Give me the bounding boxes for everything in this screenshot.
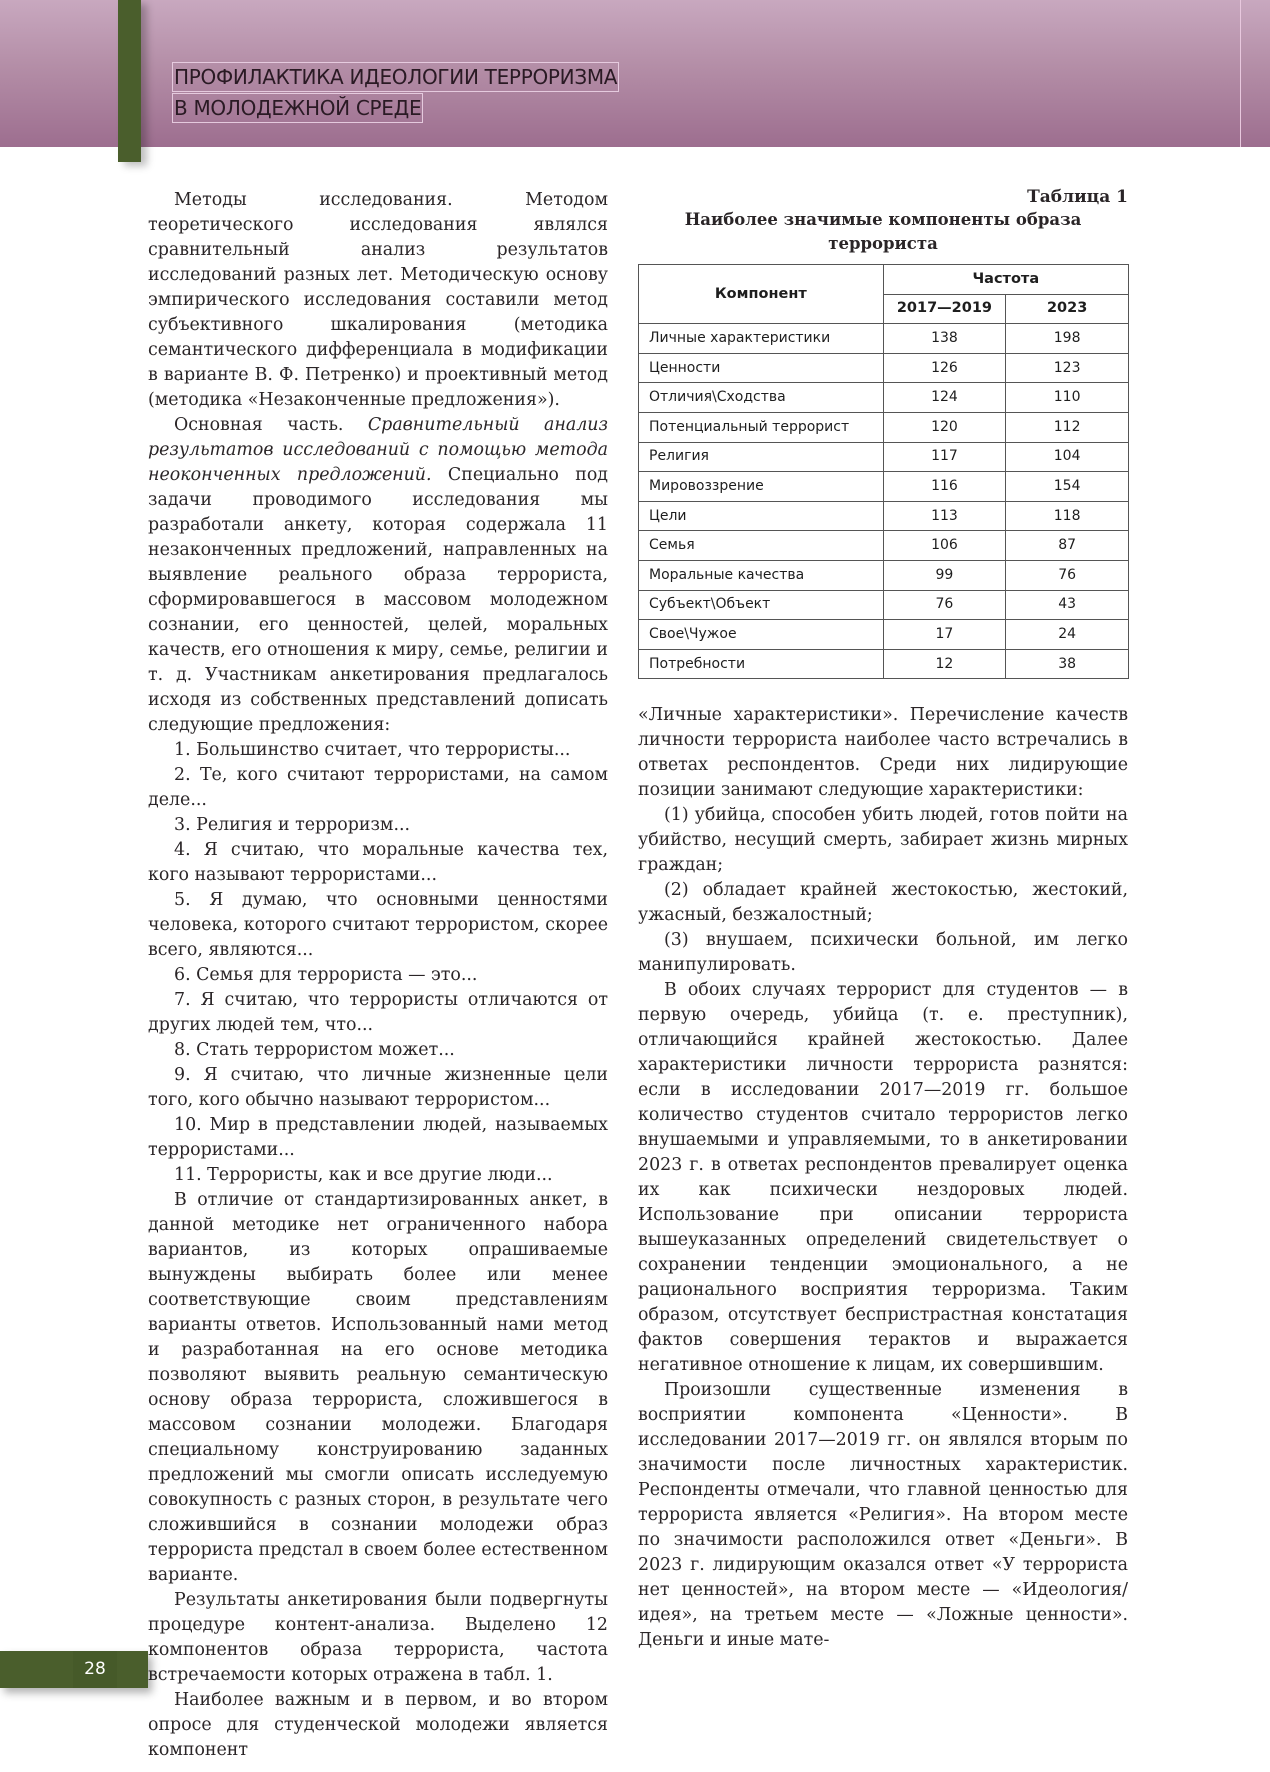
sentence-item: 9. Я считаю, что личные жизненные цели того, кого обычно называют террористом... (148, 1065, 608, 1110)
table-header-row (639, 265, 1129, 295)
value-2017-2019: 106 (883, 531, 1006, 561)
sentence-item: 10. Мир в представлении людей, называемых террористами... (148, 1115, 608, 1160)
sentence-item: 4. Я считаю, что моральные качества тех, кого называют террористами... (148, 840, 608, 885)
main-part-text: Специально под задачи проводимого исследования мы разработали анкету, которая содержала 11 незаконченных предложений, направленных на выявление реального образа террориста, сформировавшегося в массовом молодежном сознании, его ценностей, целей, моральных качеств, его отношения к миру, семье, религии и т. д. Участникам анкетирования предлагалось исходя из собственных представлений дописать следующие предложения: (148, 465, 608, 735)
values-change-paragraph: Произошли существенные изменения в восприятии компонента «Ценности». В исследовании 2017—2019 гг. он являлся вторым по значимости после личностных характеристик. Респонденты отмечали, что главной ценностью для террориста является «Религия». На втором месте по значимости расположился ответ «Деньги». В 2023 г. лидирующим оказался ответ «У террориста нет ценностей», на втором месте — «Идеология/идея», на третьем месте — «Ложные ценности». Деньги и иные мате- (638, 1380, 1128, 1651)
component-name: Семья (639, 531, 884, 561)
value-2023: 110 (1006, 383, 1129, 413)
table-row (639, 620, 1129, 650)
component-name: Свое\Чужое (639, 620, 884, 650)
right-column (638, 188, 1128, 1653)
value-2017-2019: 113 (883, 501, 1006, 531)
characteristic-item: (1) убийца, способен убить людей, готов пойти на убийство, несущий смерть, забирает жизнь мирных граждан; (638, 805, 1128, 876)
value-2023: 76 (1006, 560, 1129, 590)
page-number: 28 (73, 1651, 117, 1688)
table-row (639, 649, 1129, 679)
sentence-item: 3. Религия и терроризм... (174, 815, 411, 835)
table-row (639, 531, 1129, 561)
value-2017-2019: 76 (883, 590, 1006, 620)
sentence-item: 2. Те, кого считают террористами, на самом деле... (148, 765, 608, 810)
value-2023: 154 (1006, 472, 1129, 502)
value-2017-2019: 126 (883, 353, 1006, 383)
value-2017-2019: 17 (883, 620, 1006, 650)
header-period-2023: 2023 (1006, 294, 1129, 324)
component-name: Личные характеристики (639, 324, 884, 354)
table-row (639, 472, 1129, 502)
personal-characteristics-paragraph: «Личные характеристики». Перечисление качеств личности террориста наиболее часто встречались в ответах респондентов. Среди них лидирующие позиции занимают следующие характеристики: (638, 705, 1128, 801)
components-table (638, 264, 1129, 679)
value-2023: 123 (1006, 353, 1129, 383)
left-column (148, 188, 608, 1763)
value-2023: 43 (1006, 590, 1129, 620)
header-period-2017-2019: 2017—2019 (883, 294, 1006, 324)
table-row (639, 383, 1129, 413)
component-name: Субъект\Объект (639, 590, 884, 620)
value-2017-2019: 117 (883, 442, 1006, 472)
sentence-item: 7. Я считаю, что террористы отличаются от других людей тем, что... (148, 990, 608, 1035)
header-title-line-2: В МОЛОДЕЖНОЙ СРЕДЕ (172, 93, 423, 123)
sentence-item: 5. Я думаю, что основными ценностями человека, которого считают террористом, скорее всего, являются... (148, 890, 608, 960)
method-description-paragraph: В отличие от стандартизированных анкет, в данной методике нет ограниченного набора вариантов, из которых опрашиваемые вынуждены выбирать более или менее соответствующие своим представлениям варианты ответов. Использованный нами метод и разработанная на его основе методика позволяют выявить реальную семантическую основу образа террориста, сложившегося в массовом сознании молодежи. Благодаря специальному конструированию заданных предложений мы смогли описать исследуемую совокупность с разных сторон, в результате чего сложившийся в сознании молодежи образ террориста предстал в своем более естественном варианте. (148, 1190, 608, 1585)
table-row (639, 412, 1129, 442)
header-frequency: Частота (883, 265, 1128, 295)
sentence-item: 8. Стать террористом может... (174, 1040, 455, 1060)
value-2023: 87 (1006, 531, 1129, 561)
table-number: Таблица 1 (1027, 187, 1128, 207)
header-divider (1240, 0, 1241, 147)
main-part-italic-heading: Сравнительный анализ результатов исследований с помощью метода неоконченных предложений. (148, 415, 608, 485)
component-name: Потенциальный террорист (639, 412, 884, 442)
value-2023: 104 (1006, 442, 1129, 472)
table-caption: Наиболее значимые компоненты образа террориста (684, 210, 1082, 253)
table-block (638, 186, 1128, 679)
running-header-title (172, 62, 619, 124)
table-row (639, 353, 1129, 383)
table-row (639, 324, 1129, 354)
value-2023: 112 (1006, 412, 1129, 442)
value-2017-2019: 116 (883, 472, 1006, 502)
accent-bar (118, 0, 141, 162)
main-part-paragraph (148, 413, 608, 738)
component-name: Цели (639, 501, 884, 531)
value-2023: 198 (1006, 324, 1129, 354)
value-2017-2019: 120 (883, 412, 1006, 442)
header-component: Компонент (639, 265, 884, 324)
value-2017-2019: 124 (883, 383, 1006, 413)
table-row (639, 560, 1129, 590)
value-2023: 118 (1006, 501, 1129, 531)
table-row (639, 442, 1129, 472)
main-part-lead: Основная часть. (174, 415, 368, 435)
header-title-line-1: ПРОФИЛАКТИКА ИДЕОЛОГИИ ТЕРРОРИЗМА (172, 62, 619, 92)
most-important-paragraph: Наиболее важным и в первом, и во втором опросе для студенческой молодежи является компонент (148, 1690, 608, 1760)
component-name: Моральные качества (639, 560, 884, 590)
value-2017-2019: 138 (883, 324, 1006, 354)
component-name: Мировоззрение (639, 472, 884, 502)
component-name: Ценности (639, 353, 884, 383)
value-2017-2019: 99 (883, 560, 1006, 590)
table-row (639, 501, 1129, 531)
sentence-item: 6. Семья для террориста — это... (174, 965, 478, 985)
both-cases-paragraph: В обоих случаях террорист для студентов — в первую очередь, убийца (т. е. преступник), отличающийся крайней жестокостью. Далее характеристики личности террориста разнятся: если в исследовании 2017—2019 гг. большое количество студентов считало террористов легко внушаемыми и управляемыми, то в анкетировании 2023 г. в ответах респондентов превалирует оценка их как психически нездоровых людей. Использование при описании террориста вышеуказанных определений свидетельствует о сохранении тенденции эмоционального, а не рационального восприятия терроризма. Таким образом, отсутствует беспристрастная констатация фактов совершения терактов и выражается негативное отношение к лицам, их совершившим. (638, 980, 1128, 1376)
component-name: Религия (639, 442, 884, 472)
table-row (639, 590, 1129, 620)
results-paragraph: Результаты анкетирования были подвергнуты процедуре контент-анализа. Выделено 12 компонентов образа террориста, частота встречаемости которых отражена в табл. 1. (148, 1590, 608, 1685)
characteristic-item: (3) внушаем, психически больной, им легко манипулировать. (638, 930, 1128, 976)
value-2017-2019: 12 (883, 649, 1006, 679)
component-name: Потребности (639, 649, 884, 679)
value-2023: 38 (1006, 649, 1129, 679)
characteristic-item: (2) обладает крайней жестокостью, жестокий, ужасный, безжалостный; (638, 880, 1128, 926)
component-name: Отличия\Сходства (639, 383, 884, 413)
methods-paragraph: Методы исследования. Методом теоретического исследования являлся сравнительный анализ результатов исследований разных лет. Методическую основу эмпирического исследования составили метод субъективного шкалирования (методика семантического дифференциала в модификации в варианте В. Ф. Петренко) и проективный метод (методика «Незаконченные предложения»). (148, 190, 608, 410)
value-2023: 24 (1006, 620, 1129, 650)
sentence-item: 1. Большинство считает, что террористы... (174, 740, 571, 760)
sentence-item: 11. Террористы, как и все другие люди... (174, 1165, 553, 1185)
